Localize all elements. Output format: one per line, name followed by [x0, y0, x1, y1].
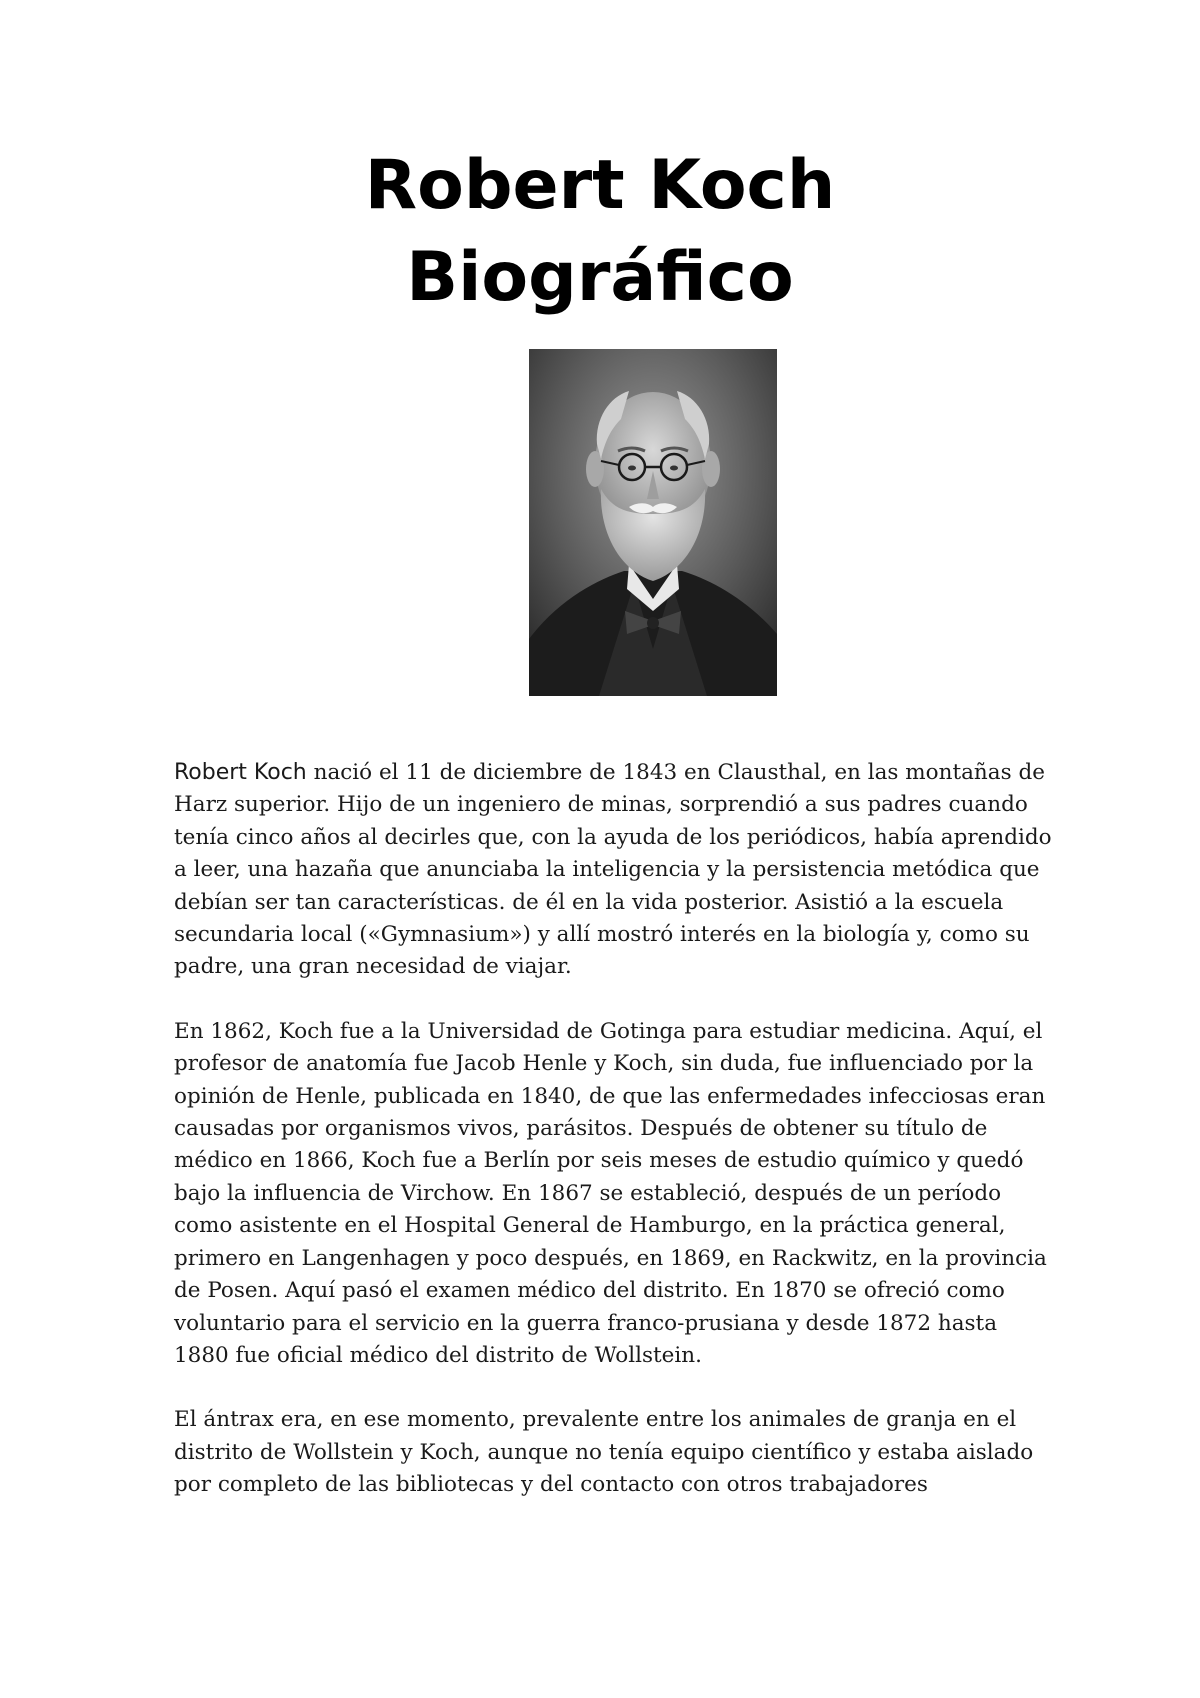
title-line-1: Robert Koch — [364, 146, 836, 225]
lead-name: Robert Koch — [174, 760, 307, 785]
paragraph-1-text: nació el 11 de diciembre de 1843 en Clausthal, en las montañas de Harz superior. Hijo de un ingeniero de minas, sorprendió a sus padres cuando tenía cinco años al decirles que, con la ayuda de los periódicos, había aprendido a leer, una hazaña que anunciaba la inteligencia y la persistencia metódica que debían ser tan características. de él en la vida posterior. Asistió a la escuela secundaria local («Gymnasium») y allí mostró interés en la biología y, como su padre, una gran necesidad de viajar. — [174, 760, 1052, 980]
portrait-photo-icon — [529, 349, 777, 696]
page-title — [0, 140, 1200, 324]
portrait-photo — [529, 349, 777, 696]
paragraph-2: En 1862, Koch fue a la Universidad de Gotinga para estudiar medicina. Aquí, el profesor de anatomía fue Jacob Henle y Koch, sin duda, fue influenciado por la opinión de Henle, publicada en 1840, de que las enfermedades infecciosas eran causadas por organismos vivos, parásitos. Después de obtener su título de médico en 1866, Koch fue a Berlín por seis meses de estudio químico y quedó bajo la influencia de Virchow. En 1867 se estableció, después de un período como asistente en el Hospital General de Hamburgo, en la práctica general, primero en Langenhagen y poco después, en 1869, en Rackwitz, en la provincia de Posen. Aquí pasó el examen médico del distrito. En 1870 se ofreció como voluntario para el servicio en la guerra franco-prusiana y desde 1872 hasta 1880 fue oficial médico del distrito de Wollstein. — [174, 1018, 1047, 1368]
title-line-2: Biográfico — [406, 238, 794, 317]
paragraph-3: El ántrax era, en ese momento, prevalente entre los animales de granja en el distrito de Wollstein y Koch, aunque no tenía equipo científico y estaba aislado por completo de las bibliotecas y del contacto con otros trabajadores — [174, 1407, 1034, 1498]
paragraph-1 — [174, 757, 1054, 984]
biography-text — [174, 757, 1054, 1534]
